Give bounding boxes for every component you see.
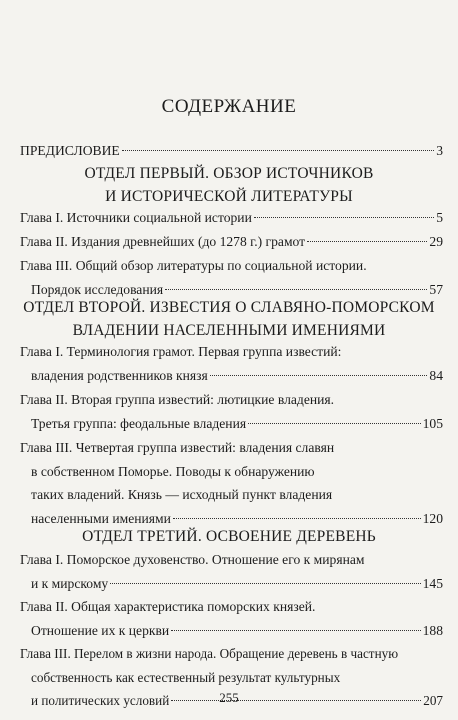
toc-entry-last-line xyxy=(20,206,443,230)
toc-entry-line: Глава I. Поморское духовенство. Отношение его к мирянам xyxy=(20,552,365,567)
toc-entry-line: Глава III. Четвертая группа известий: владения славян xyxy=(20,440,335,455)
toc-entry-preface[interactable] xyxy=(20,139,443,163)
section-heading-line: ОТДЕЛ ПЕРВЫЙ. ОБЗОР ИСТОЧНИКОВ xyxy=(84,165,374,182)
toc-entry-s1-ch1[interactable] xyxy=(20,206,443,230)
toc-page-number: 29 xyxy=(429,234,443,249)
toc-entry-line: Глава II. Вторая группа известий: лютицкие владения. xyxy=(20,392,335,407)
toc-entry-last-line xyxy=(20,139,443,163)
toc-entry-line: собственность как естественный результат культурных xyxy=(31,669,341,685)
toc-entry-title: ПРЕДИСЛОВИЕ xyxy=(20,143,120,158)
section-heading-3 xyxy=(20,525,438,548)
toc-page-number: 84 xyxy=(429,367,443,383)
toc-entry-title: и к мирскому xyxy=(31,575,109,591)
leader-dots xyxy=(254,217,434,218)
toc-entry-s2-ch2[interactable] xyxy=(20,388,443,435)
toc-page-number: 3 xyxy=(436,143,443,158)
toc-entry-line: таких владений. Князь — исходный пункт владения xyxy=(31,487,333,503)
toc-entry-last-line xyxy=(20,230,443,254)
leader-dots xyxy=(171,630,420,631)
toc-page-number: 207 xyxy=(423,693,443,709)
toc-entry-title: Порядок исследования xyxy=(31,281,164,297)
toc-entry-title: владения родственников князя xyxy=(31,367,208,383)
leader-dots xyxy=(110,583,420,584)
toc-entry-line: Глава II. Общая характеристика поморских князей. xyxy=(20,599,316,614)
section-heading-line: И ИСТОРИЧЕСКОЙ ЛИТЕРАТУРЫ xyxy=(105,188,353,205)
section-heading-2 xyxy=(20,296,438,342)
toc-entry-title: Третья группа: феодальные владения xyxy=(31,415,247,431)
toc-entry-title: Отношение их к церкви xyxy=(31,622,170,638)
toc-entry-line: Глава III. Перелом в жизни народа. Обращение деревень в частную xyxy=(20,646,399,661)
toc-page-number: 5 xyxy=(436,210,443,225)
leader-dots xyxy=(210,375,428,376)
toc-entry-last-line xyxy=(20,364,443,388)
toc-entry-last-line xyxy=(20,619,443,643)
section-heading-line: ОТДЕЛ ТРЕТИЙ. ОСВОЕНИЕ ДЕРЕВЕНЬ xyxy=(82,528,376,545)
toc-page-number: 105 xyxy=(422,415,443,431)
leader-dots xyxy=(122,150,434,151)
toc-entry-last-line xyxy=(20,412,443,436)
toc-page-number: 57 xyxy=(429,281,443,297)
toc-entry-title: населенными имениями xyxy=(31,510,171,526)
toc-entry-s1-ch3[interactable] xyxy=(20,254,443,301)
leader-dots xyxy=(173,518,421,519)
toc-page-number: 145 xyxy=(422,575,443,591)
toc-entry-title: Глава II. Издания древнейших (до 1278 г.) грамот xyxy=(20,234,306,249)
leader-dots xyxy=(307,241,427,242)
toc-entry-title: и политических условий xyxy=(31,693,170,709)
leader-dots xyxy=(165,289,427,290)
toc-entry-s3-ch2[interactable] xyxy=(20,595,443,642)
toc-entry-s1-ch2[interactable] xyxy=(20,230,443,254)
toc-page-number: 188 xyxy=(422,622,443,638)
section-heading-line: ОТДЕЛ ВТОРОЙ. ИЗВЕСТИЯ О СЛАВЯНО-ПОМОРСКОМ xyxy=(23,299,435,316)
leader-dots xyxy=(248,423,421,424)
toc-entry-s3-ch1[interactable] xyxy=(20,548,443,595)
toc-entry-s2-ch1[interactable] xyxy=(20,340,443,387)
section-heading-line: ВЛАДЕНИИ НАСЕЛЕННЫМИ ИМЕНИЯМИ xyxy=(72,322,386,339)
toc-page-number: 120 xyxy=(422,510,443,526)
toc-entry-s2-ch3[interactable] xyxy=(20,436,443,530)
toc-entry-line: Глава III. Общий обзор литературы по социальной истории. xyxy=(20,258,367,273)
page-number: 255 xyxy=(219,690,239,705)
page-title: СОДЕРЖАНИЕ xyxy=(161,96,297,117)
toc-entry-title: Глава I. Источники социальной истории xyxy=(20,210,252,225)
toc-entry-line: в собственном Поморье. Поводы к обнаружению xyxy=(31,463,315,479)
toc-entry-line: Глава I. Терминология грамот. Первая группа известий: xyxy=(20,344,342,359)
toc-entry-last-line xyxy=(20,572,443,596)
section-heading-1 xyxy=(20,162,438,208)
